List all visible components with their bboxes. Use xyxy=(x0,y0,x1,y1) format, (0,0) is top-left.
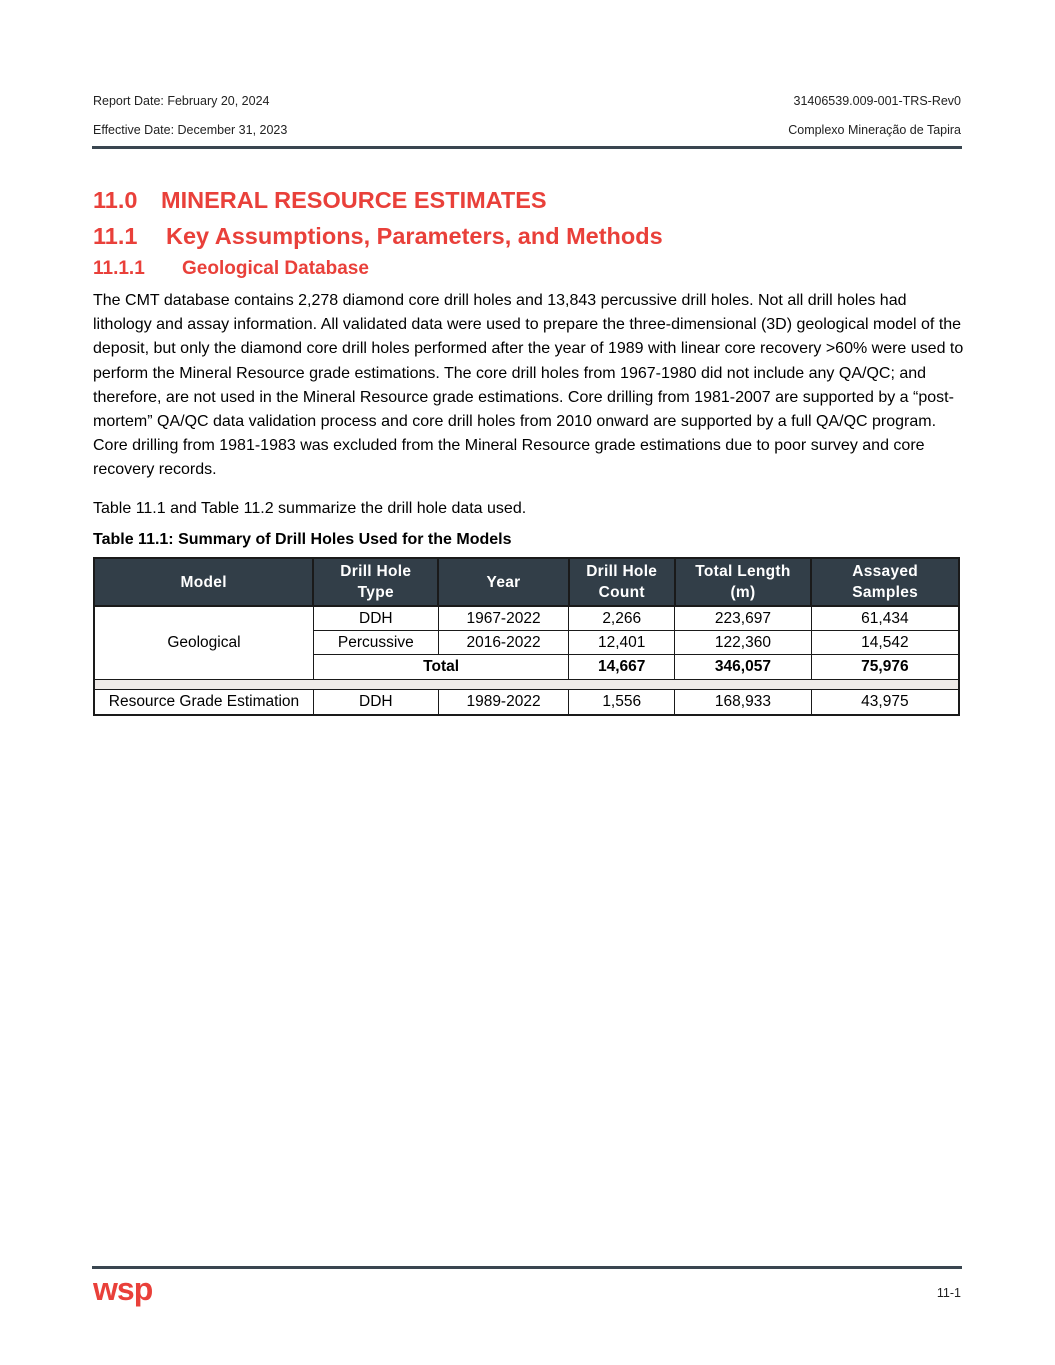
total-count: 14,667 xyxy=(569,655,675,680)
header-count-line1: Drill Hole xyxy=(586,563,658,580)
footer-rule xyxy=(92,1266,962,1269)
total-samples: 75,976 xyxy=(811,655,959,680)
table-row xyxy=(94,690,959,716)
header-total-length xyxy=(675,558,812,606)
header-type-line1: Drill Hole xyxy=(340,563,412,580)
separator-cell xyxy=(94,680,959,690)
cell-count: 1,556 xyxy=(569,690,675,716)
section-title: MINERAL RESOURCE ESTIMATES xyxy=(161,187,547,213)
drill-holes-table xyxy=(93,557,960,716)
header-rule xyxy=(92,146,962,149)
total-label: Total xyxy=(313,655,568,680)
table-reference-paragraph: Table 11.1 and Table 11.2 summarize the drill hole data used. xyxy=(93,500,527,517)
subsection-number: 11.1 xyxy=(93,223,138,249)
document-number: 31406539.009-001-TRS-Rev0 xyxy=(793,94,961,108)
table-row xyxy=(94,606,959,631)
cell-length: 122,360 xyxy=(675,631,812,655)
cell-year: 1989-2022 xyxy=(438,690,569,716)
cell-length: 223,697 xyxy=(675,606,812,631)
cell-length: 168,933 xyxy=(675,690,812,716)
header-count-line2: Count xyxy=(598,584,645,601)
cell-samples: 43,975 xyxy=(811,690,959,716)
cell-count: 2,266 xyxy=(569,606,675,631)
geological-model-cell: Geological xyxy=(94,606,313,680)
header-length-line1: Total Length xyxy=(695,563,791,580)
total-length: 346,057 xyxy=(675,655,812,680)
wsp-logo-text: wsp xyxy=(93,1272,153,1307)
subsubsection-heading xyxy=(93,258,369,280)
header-drill-hole-type xyxy=(313,558,438,606)
cell-type: Percussive xyxy=(313,631,438,655)
subsection-heading xyxy=(93,223,663,250)
cell-year: 1967-2022 xyxy=(438,606,569,631)
cell-type: DDH xyxy=(313,690,438,716)
subsubsection-number: 11.1.1 xyxy=(93,258,145,279)
header-samples-line1: Assayed xyxy=(852,563,919,580)
effective-date: Effective Date: December 31, 2023 xyxy=(93,123,288,137)
cell-year: 2016-2022 xyxy=(438,631,569,655)
cell-samples: 14,542 xyxy=(811,631,959,655)
section-heading xyxy=(93,187,547,214)
wsp-logo xyxy=(93,1272,157,1312)
table-header-row xyxy=(94,558,959,606)
report-date: Report Date: February 20, 2024 xyxy=(93,94,270,108)
cell-type: DDH xyxy=(313,606,438,631)
section-number: 11.0 xyxy=(93,187,138,213)
page-number: 11-1 xyxy=(936,1286,961,1300)
subsubsection-title: Geological Database xyxy=(182,258,369,279)
header-drill-hole-count xyxy=(569,558,675,606)
table-caption: Table 11.1: Summary of Drill Holes Used for the Models xyxy=(93,531,512,548)
database-paragraph: The CMT database contains 2,278 diamond core drill holes and 13,843 percussive drill holes. Not all drill holes had lithology and assay information. All validated data were used to prepare the three-dimensional (3D) geological model of the deposit, but only the diamond core drill holes performed after the year of 1989 with linear core recovery >60% were used to perform the Mineral Resource grade estimations. The core drill holes from 1967-1980 did not include any QA/QC; and therefore, are not used in the Mineral Resource grade estimations. Core drilling from 1981-2007 are supported by a “post-mortem” QA/QC data validation process and core drill holes from 2010 onward are supported by a full QA/QC program. Core drilling from 1981-1983 was excluded from the Mineral Resource grade estimations due to poor survey and core recovery records. xyxy=(93,292,964,479)
header-samples-line2: Samples xyxy=(852,584,919,601)
cell-samples: 61,434 xyxy=(811,606,959,631)
header-assayed-samples xyxy=(811,558,959,606)
header-model: Model xyxy=(94,558,313,606)
cell-count: 12,401 xyxy=(569,631,675,655)
separator-row xyxy=(94,680,959,690)
header-length-line2: (m) xyxy=(730,584,756,601)
header-year: Year xyxy=(438,558,569,606)
cell-model: Resource Grade Estimation xyxy=(94,690,313,716)
project-name: Complexo Mineração de Tapira xyxy=(788,123,961,137)
header-type-line2: Type xyxy=(357,584,394,601)
subsection-title: Key Assumptions, Parameters, and Methods xyxy=(166,223,663,249)
